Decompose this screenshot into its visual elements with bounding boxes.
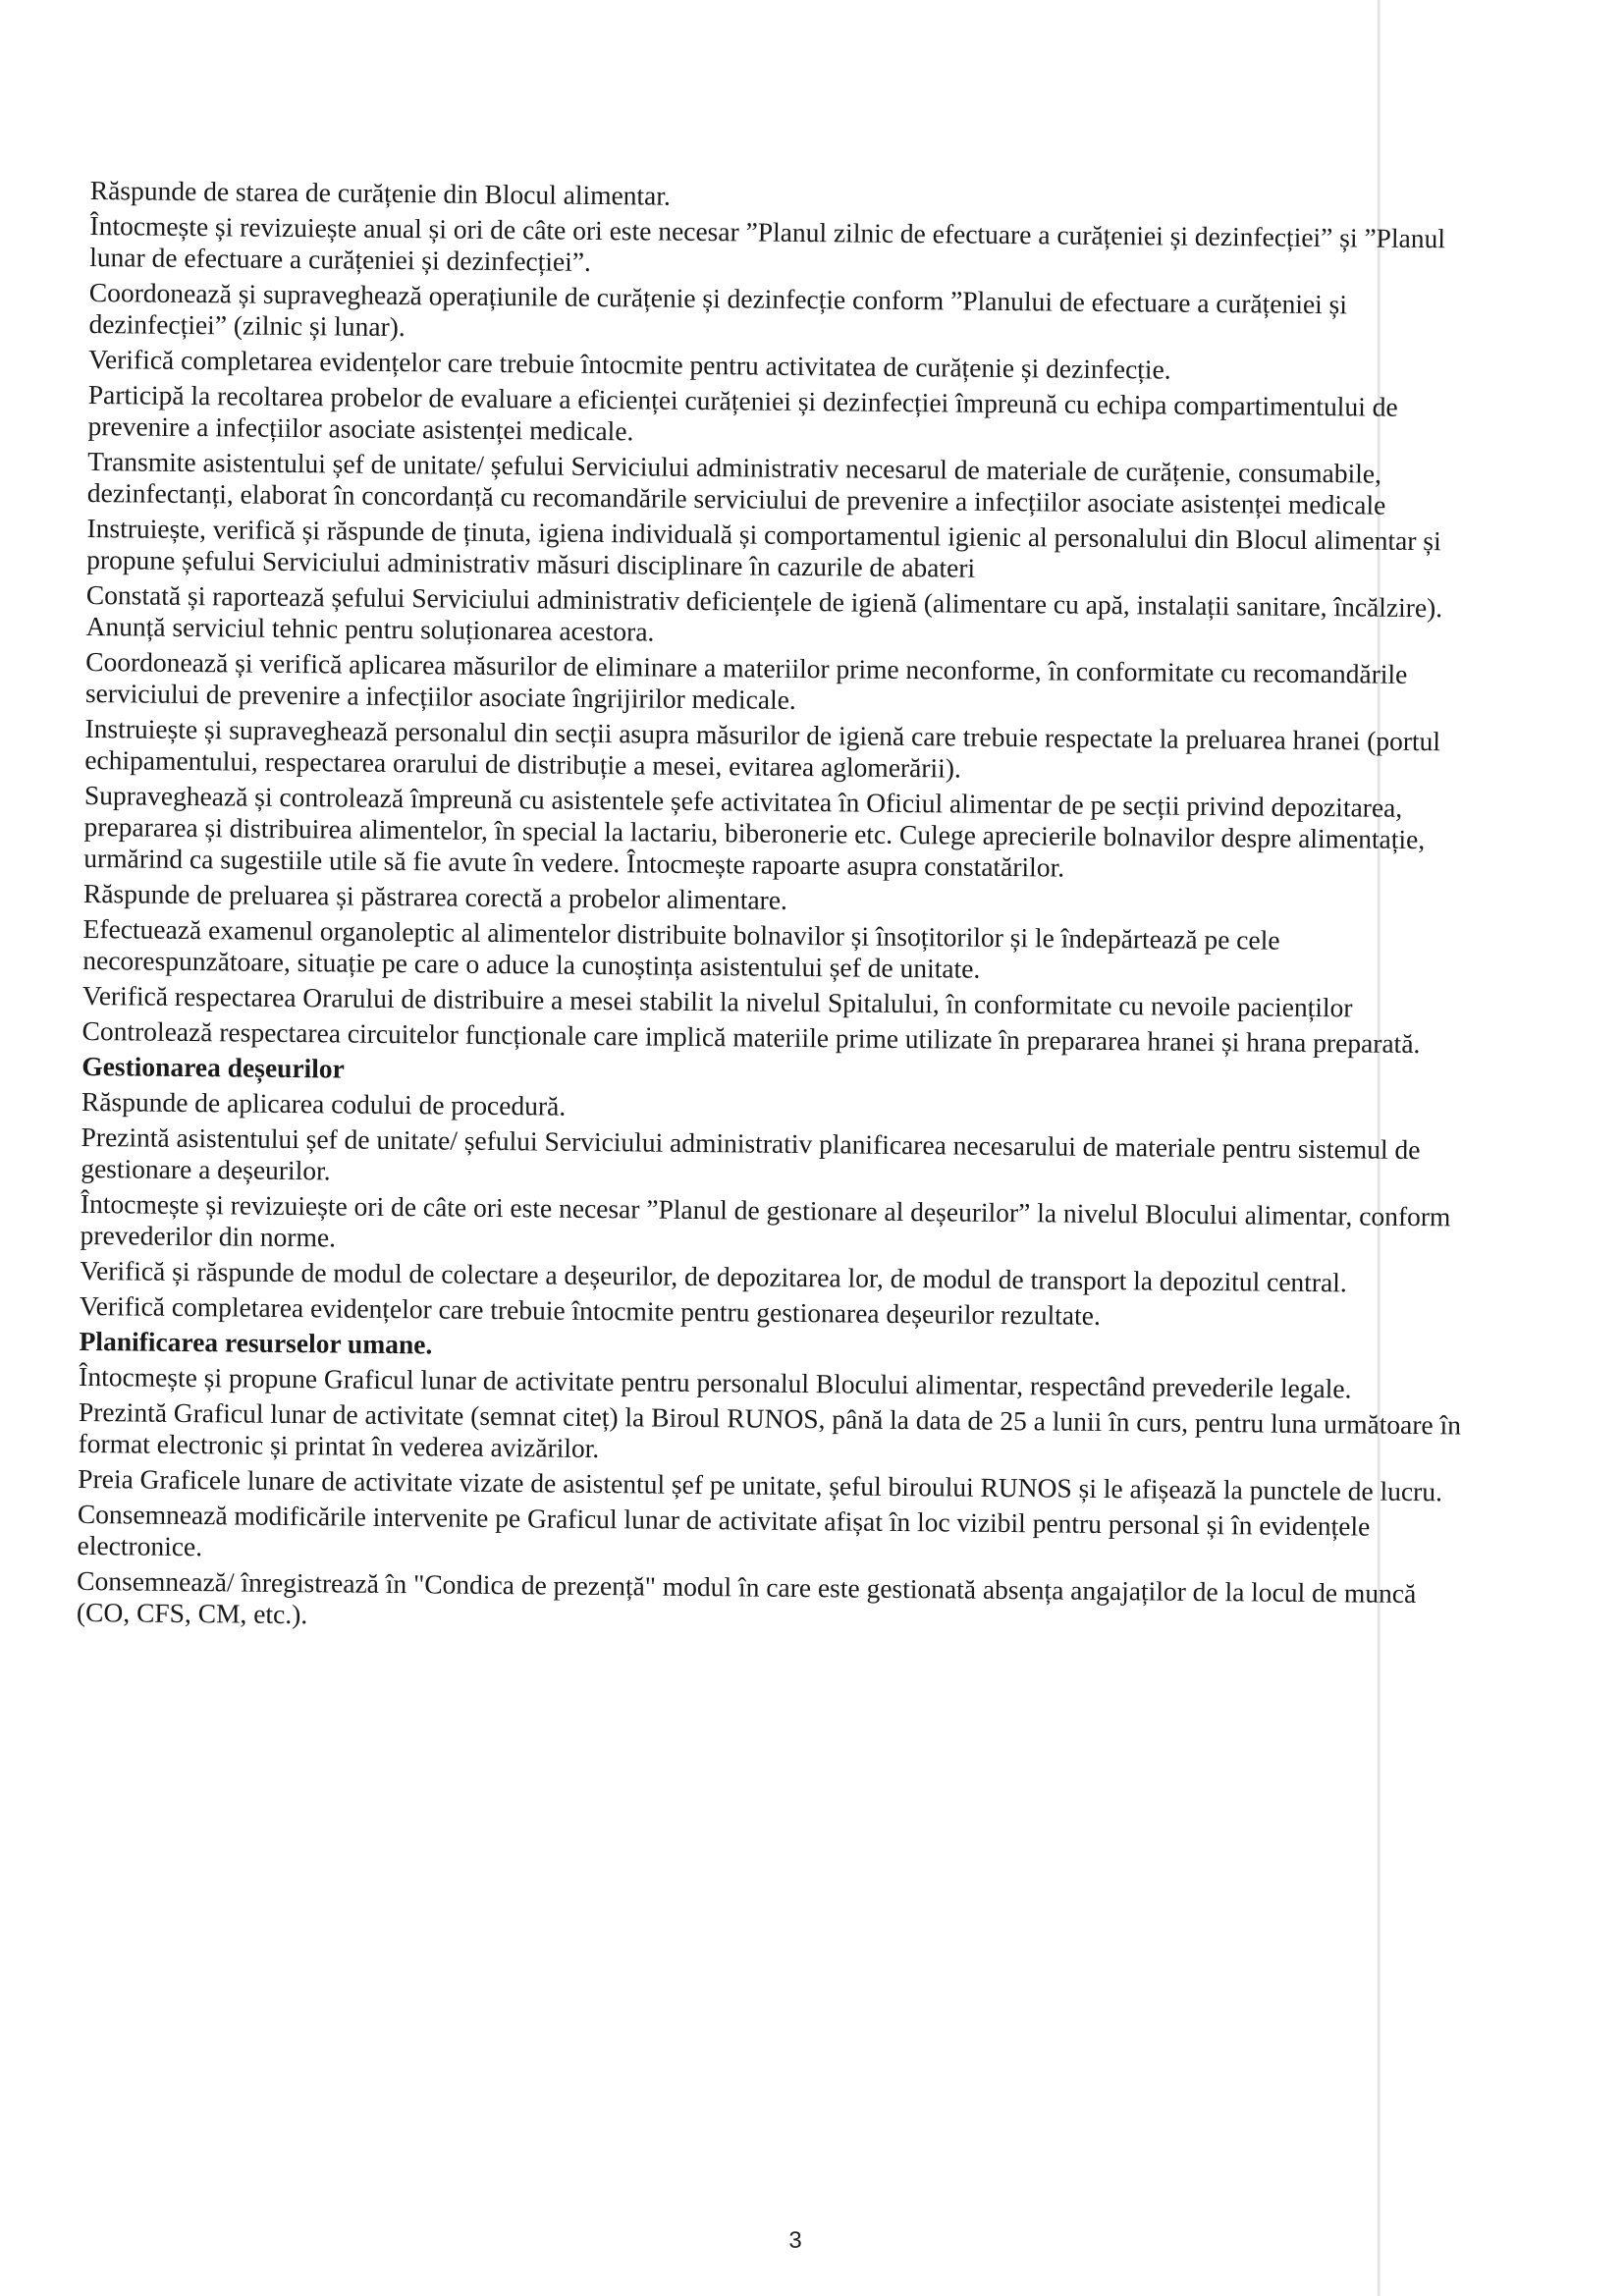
paragraph: Instruiește, verifică și răspunde de ținuta, igiena individuală și comportamentul igienic al personalului din Blocul alimentar și propune șefului Serviciului administrativ măsuri disciplinare în cazurile de abateri [86, 512, 1441, 583]
section-heading-waste: Gestionarea deșeurilor [81, 1050, 346, 1084]
paragraph: Constată și raportează șefului Serviciului administrativ deficiențele de igienă (alimentare cu apă, instalații sanitare, încălzire). Anunță serviciul tehnic pentru soluționarea acestora. [85, 578, 1443, 647]
paragraph: Efectuează examenul organoleptic al alimentelor distribuite bolnavilor și însoțitorilor și le îndepărtează pe cele necorespunzătoare, situație pe care o aduce la cunoștința asistentului șef de unitate. [82, 912, 1280, 984]
paragraph: Răspunde de starea de curățenie din Blocul alimentar. [89, 175, 672, 211]
paragraph: Prezintă asistentului șef de unitate/ șefului Serviciului administrativ planificarea necesarului de materiale pentru sistemul de gestionare a deșeurilor. [81, 1121, 1421, 1186]
document-body [77, 175, 1485, 1646]
paragraph: Verifică respectarea Orarului de distribuire a mesei stabilit la nivelul Spitalului, în conformitate cu nevoile pacienților [81, 979, 1353, 1023]
paragraph: Verifică completarea evidențelor care trebuie întocmite pentru activitatea de curățenie și dezinfecție. [88, 343, 1171, 385]
paragraph: Prezintă Graficul lunar de activitate (semnat citeț) la Biroul RUNOS, până la data de 25 a lunii în curs, pentru luna următoare în format electronic și printat în vederea avizărilor. [78, 1395, 1462, 1464]
paragraph: Consemnează modificările intervenite pe Graficul lunar de activitate afișat în loc vizibil pentru personal și în evidențele electronice. [77, 1498, 1371, 1562]
section-heading-human-resources: Planificarea resurselor umane. [79, 1325, 433, 1360]
paragraph: Transmite asistentului șef de unitate/ șefului Serviciului administrativ necesarul de materiale de curățenie, consumabile, dezinfectanți, elaborat în concordanță cu recomandările serviciului de prevenire a infecțiilor asociate asistenței medicale [86, 445, 1386, 520]
paragraph: Participă la recoltarea probelor de evaluare a eficienței curățeniei și dezinfecției împreună cu echipa compartimentului de prevenire a infecțiilor asociate asistenței medicale. [87, 378, 1398, 447]
paragraph: Preia Graficele lunare de activitate vizate de asistentul șef pe unitate, șeful biroului RUNOS și le afișează la punctele de lucru. [78, 1462, 1443, 1507]
paragraph: Coordonează și verifică aplicarea măsurilor de eliminare a materiilor prime neconforme, în conformitate cu recomandările serviciului de prevenire a infecțiilor asociate îngrijirilor medicale. [84, 645, 1408, 715]
paragraph: Întocmește și revizuiește ori de câte ori este necesar ”Planul de gestionare al deșeurilor” la nivelul Blocului alimentar, conform prevederilor din norme. [80, 1187, 1451, 1253]
paragraph: Controlează respectarea circuitelor funcționale care implică materiile prime utilizate în prepararea hranei și hrana preparată. [81, 1014, 1421, 1060]
paragraph: Coordonează și supraveghează operațiunile de curățenie și dezinfecție conform ”Planului de efectuare a curățeniei și dezinfecției” (zilnic și lunar). [88, 276, 1348, 343]
paragraph: Întocmește și propune Graficul lunar de activitate pentru personalul Blocului alimentar, respectând prevederile legale. [79, 1360, 1352, 1404]
paragraph: Verifică completarea evidențelor care trebuie întocmite pentru gestionarea deșeurilor rezultate. [79, 1289, 1101, 1331]
page-number: 3 [788, 2227, 802, 2254]
paragraph: Consemnează/ înregistrează în "Condica de prezență" modul în care este gestionată absența angajaților de la locul de muncă (CO, CFS, CM, etc.). [76, 1564, 1417, 1630]
paragraph: Întocmește și revizuiește anual și ori de câte ori este necesar ”Planul zilnic de efectuare a curățeniei și dezinfecției” și ”Planul lunar de efectuare a curățeniei și dezinfecției”. [89, 209, 1446, 277]
paragraph: Verifică și răspunde de modul de colectare a deșeurilor, de depozitarea lor, de modul de transport la depozitul central. [80, 1254, 1347, 1298]
paragraph: Instruiește și supraveghează personalul din secții asupra măsurilor de igienă care trebuie respectate la preluarea hranei (portul echipamentului, respectarea orarului de distribuție a mesei, evitarea aglomerării). [84, 712, 1441, 784]
paragraph: Supraveghează și controlează împreună cu asistentele șefe activitatea în Oficiul alimentar de pe secții privind depozitarea, prepararea și distribuirea alimentelor, în special la lactariu, biberonerie etc. Culege aprecierile bolnavilor despre alimentație, urmărind ca sugestiile utile să fie avute în vedere. Întocmește rapoarte asupra constatărilor. [83, 779, 1426, 883]
paragraph: Răspunde de aplicarea codului de procedură. [81, 1085, 567, 1121]
paragraph: Răspunde de preluarea și păstrarea corectă a probelor alimentare. [82, 877, 788, 915]
